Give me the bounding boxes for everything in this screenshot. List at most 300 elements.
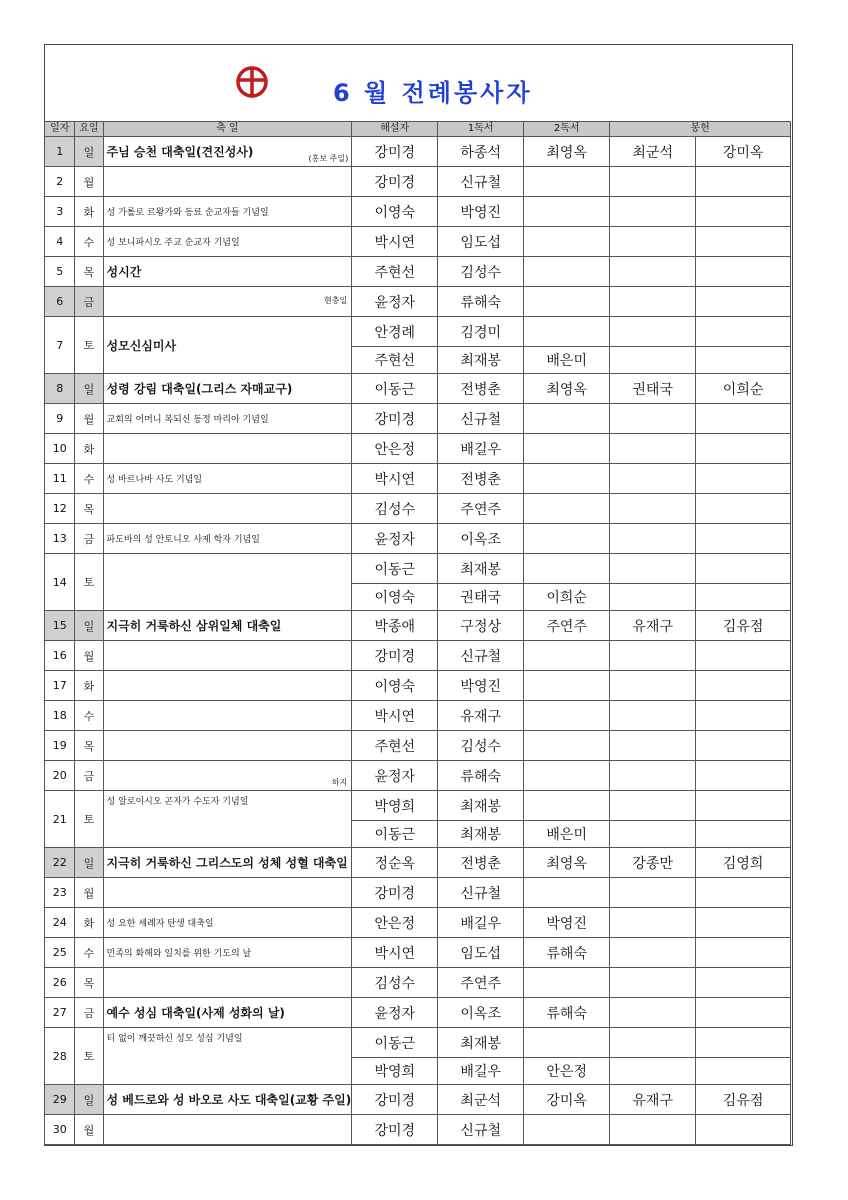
offering1-cell — [610, 908, 696, 938]
offering1-cell — [610, 167, 696, 197]
feast-note: 하지 — [331, 778, 348, 787]
offering2-cell — [696, 287, 791, 317]
reader1-cell: 최재봉 — [438, 791, 524, 821]
offering1-cell: 최군석 — [610, 137, 696, 167]
weekday-cell: 수 — [75, 464, 103, 494]
offering1-cell — [610, 434, 696, 464]
reader1-cell: 류해숙 — [438, 287, 524, 317]
table-row — [45, 494, 791, 524]
commentator-cell: 강미경 — [352, 137, 438, 167]
commentator-cell: 김성수 — [352, 968, 438, 998]
reader2-cell — [524, 701, 610, 731]
day-cell: 13 — [45, 524, 75, 554]
reader2-cell: 최영옥 — [524, 137, 610, 167]
reader2-cell — [524, 287, 610, 317]
day-cell: 1 — [45, 137, 75, 167]
header-reader2: 2독서 — [524, 122, 610, 137]
feast-cell — [103, 998, 352, 1028]
weekday-cell: 화 — [75, 671, 103, 701]
reader2-cell — [524, 404, 610, 434]
offering2-cell — [696, 227, 791, 257]
feast-cell — [103, 554, 352, 611]
offering1-cell — [610, 791, 696, 821]
offering1-cell — [610, 878, 696, 908]
commentator-cell: 이영숙 — [352, 197, 438, 227]
reader1-cell: 배길우 — [438, 908, 524, 938]
commentator-cell: 주현선 — [352, 347, 438, 374]
offering2-cell — [696, 347, 791, 374]
reader1-cell: 박영진 — [438, 197, 524, 227]
table-row — [45, 317, 791, 347]
offering1-cell — [610, 821, 696, 848]
header-commentator: 해설자 — [352, 122, 438, 137]
feast-cell — [103, 257, 352, 287]
feast-cell — [103, 938, 352, 968]
reader2-cell — [524, 968, 610, 998]
header-row — [45, 122, 791, 137]
weekday-cell: 토 — [75, 791, 103, 848]
reader2-cell — [524, 227, 610, 257]
feast-cell — [103, 524, 352, 554]
offering1-cell — [610, 701, 696, 731]
table-row — [45, 791, 791, 821]
offering1-cell: 강종만 — [610, 848, 696, 878]
offering2-cell — [696, 524, 791, 554]
feast-note: 현충일 — [324, 296, 348, 305]
offering1-cell — [610, 524, 696, 554]
day-cell: 17 — [45, 671, 75, 701]
feast-cell — [103, 317, 352, 374]
reader1-cell: 신규철 — [438, 1115, 524, 1145]
reader1-cell: 최재봉 — [438, 554, 524, 584]
weekday-cell: 금 — [75, 998, 103, 1028]
reader2-cell: 배은미 — [524, 821, 610, 848]
feast-name: 성 요한 세례자 탄생 대축일 — [106, 919, 214, 929]
reader1-cell: 주연주 — [438, 494, 524, 524]
offering1-cell — [610, 761, 696, 791]
offering1-cell — [610, 404, 696, 434]
reader2-cell: 이희순 — [524, 584, 610, 611]
feast-cell — [103, 494, 352, 524]
day-cell: 12 — [45, 494, 75, 524]
weekday-cell: 일 — [75, 374, 103, 404]
feast-name: 예수 성심 대축일(사제 성화의 날) — [106, 1006, 285, 1020]
day-cell: 9 — [45, 404, 75, 434]
offering1-cell — [610, 998, 696, 1028]
weekday-cell: 일 — [75, 137, 103, 167]
reader1-cell: 신규철 — [438, 878, 524, 908]
reader1-cell: 임도섭 — [438, 938, 524, 968]
feast-cell — [103, 761, 352, 791]
reader2-cell — [524, 197, 610, 227]
offering1-cell — [610, 584, 696, 611]
offering2-cell — [696, 434, 791, 464]
reader1-cell: 권태국 — [438, 584, 524, 611]
offering2-cell — [696, 464, 791, 494]
commentator-cell: 이영숙 — [352, 584, 438, 611]
reader2-cell — [524, 434, 610, 464]
reader1-cell: 전병춘 — [438, 848, 524, 878]
offering2-cell — [696, 1115, 791, 1145]
reader1-cell: 신규철 — [438, 167, 524, 197]
weekday-cell: 목 — [75, 494, 103, 524]
commentator-cell: 안은정 — [352, 908, 438, 938]
offering1-cell — [610, 494, 696, 524]
feast-cell — [103, 908, 352, 938]
reader1-cell: 류해숙 — [438, 761, 524, 791]
reader2-cell: 최영옥 — [524, 374, 610, 404]
offering2-cell — [696, 908, 791, 938]
table-row — [45, 137, 791, 167]
reader1-cell: 김경미 — [438, 317, 524, 347]
reader2-cell — [524, 494, 610, 524]
reader1-cell: 최재봉 — [438, 347, 524, 374]
reader1-cell: 하종석 — [438, 137, 524, 167]
commentator-cell: 이영숙 — [352, 671, 438, 701]
commentator-cell: 정순옥 — [352, 848, 438, 878]
table-row — [45, 998, 791, 1028]
weekday-cell: 일 — [75, 1085, 103, 1115]
feast-cell — [103, 1115, 352, 1145]
offering2-cell — [696, 317, 791, 347]
offering2-cell: 김영희 — [696, 848, 791, 878]
feast-cell — [103, 464, 352, 494]
reader1-cell: 김성수 — [438, 731, 524, 761]
offering1-cell — [610, 197, 696, 227]
commentator-cell: 박영희 — [352, 791, 438, 821]
table-row — [45, 1028, 791, 1058]
reader1-cell: 이옥조 — [438, 998, 524, 1028]
feast-name: 성령 강림 대축일(그리스 자매교구) — [106, 382, 293, 396]
reader1-cell: 배길우 — [438, 434, 524, 464]
reader2-cell: 류해숙 — [524, 998, 610, 1028]
weekday-cell: 월 — [75, 167, 103, 197]
day-cell: 22 — [45, 848, 75, 878]
header-offering: 봉헌 — [610, 122, 791, 137]
reader1-cell: 배길우 — [438, 1058, 524, 1085]
offering1-cell — [610, 317, 696, 347]
commentator-cell: 강미경 — [352, 404, 438, 434]
feast-cell — [103, 1028, 352, 1085]
table-row — [45, 167, 791, 197]
reader2-cell: 박영진 — [524, 908, 610, 938]
header-day: 일자 — [45, 122, 75, 137]
feast-cell — [103, 227, 352, 257]
reader1-cell: 최재봉 — [438, 1028, 524, 1058]
commentator-cell: 윤정자 — [352, 524, 438, 554]
reader1-cell: 임도섭 — [438, 227, 524, 257]
reader1-cell: 전병춘 — [438, 374, 524, 404]
header-feast: 축 일 — [103, 122, 352, 137]
commentator-cell: 박시연 — [352, 938, 438, 968]
commentator-cell: 윤정자 — [352, 287, 438, 317]
weekday-cell: 목 — [75, 257, 103, 287]
weekday-cell: 토 — [75, 317, 103, 374]
reader2-cell — [524, 257, 610, 287]
reader2-cell: 강미옥 — [524, 1085, 610, 1115]
commentator-cell: 박시연 — [352, 701, 438, 731]
table-row — [45, 611, 791, 641]
feast-name: 지극히 거룩하신 그리스도의 성체 성혈 대축일 — [106, 856, 348, 870]
offering2-cell: 강미옥 — [696, 137, 791, 167]
commentator-cell: 안경례 — [352, 317, 438, 347]
offering1-cell: 권태국 — [610, 374, 696, 404]
feast-cell — [103, 701, 352, 731]
table-row — [45, 374, 791, 404]
reader2-cell: 배은미 — [524, 347, 610, 374]
reader2-cell — [524, 317, 610, 347]
weekday-cell: 금 — [75, 761, 103, 791]
reader2-cell — [524, 791, 610, 821]
reader2-cell — [524, 731, 610, 761]
offering2-cell — [696, 641, 791, 671]
offering2-cell — [696, 998, 791, 1028]
day-cell: 21 — [45, 791, 75, 848]
table-row — [45, 404, 791, 434]
reader1-cell: 이옥조 — [438, 524, 524, 554]
commentator-cell: 강미경 — [352, 1115, 438, 1145]
day-cell: 6 — [45, 287, 75, 317]
table-row — [45, 227, 791, 257]
feast-cell — [103, 287, 352, 317]
reader2-cell — [524, 464, 610, 494]
weekday-cell: 수 — [75, 938, 103, 968]
feast-note: (홍보 주일) — [308, 154, 349, 163]
weekday-cell: 화 — [75, 908, 103, 938]
offering2-cell — [696, 494, 791, 524]
reader2-cell — [524, 1115, 610, 1145]
reader2-cell — [524, 878, 610, 908]
table-row — [45, 908, 791, 938]
table-row — [45, 878, 791, 908]
day-cell: 7 — [45, 317, 75, 374]
feast-cell — [103, 1085, 352, 1115]
offering2-cell — [696, 584, 791, 611]
weekday-cell: 화 — [75, 434, 103, 464]
table-row — [45, 641, 791, 671]
feast-cell — [103, 731, 352, 761]
schedule-table — [44, 121, 791, 1145]
table-row — [45, 848, 791, 878]
feast-cell — [103, 671, 352, 701]
weekday-cell: 토 — [75, 1028, 103, 1085]
header-dow: 요일 — [75, 122, 103, 137]
feast-cell — [103, 878, 352, 908]
offering1-cell — [610, 227, 696, 257]
offering2-cell — [696, 938, 791, 968]
offering1-cell — [610, 731, 696, 761]
table-row — [45, 731, 791, 761]
offering2-cell — [696, 554, 791, 584]
day-cell: 30 — [45, 1115, 75, 1145]
table-row — [45, 1085, 791, 1115]
day-cell: 24 — [45, 908, 75, 938]
reader1-cell: 유재구 — [438, 701, 524, 731]
reader1-cell: 박영진 — [438, 671, 524, 701]
day-cell: 15 — [45, 611, 75, 641]
offering1-cell — [610, 464, 696, 494]
day-cell: 26 — [45, 968, 75, 998]
commentator-cell: 윤정자 — [352, 998, 438, 1028]
feast-cell — [103, 611, 352, 641]
schedule-sheet — [44, 44, 793, 1146]
table-row — [45, 524, 791, 554]
reader1-cell: 김성수 — [438, 257, 524, 287]
reader1-cell: 신규철 — [438, 641, 524, 671]
weekday-cell: 금 — [75, 287, 103, 317]
day-cell: 11 — [45, 464, 75, 494]
feast-name: 성 가롤로 르왕가와 동료 순교자들 기념일 — [106, 208, 269, 218]
commentator-cell: 주현선 — [352, 731, 438, 761]
header-reader1: 1독서 — [438, 122, 524, 137]
commentator-cell: 강미경 — [352, 1085, 438, 1115]
feast-cell — [103, 848, 352, 878]
commentator-cell: 박시연 — [352, 227, 438, 257]
feast-cell — [103, 404, 352, 434]
day-cell: 27 — [45, 998, 75, 1028]
weekday-cell: 일 — [75, 611, 103, 641]
reader1-cell: 주연주 — [438, 968, 524, 998]
offering2-cell — [696, 257, 791, 287]
reader1-cell: 신규철 — [438, 404, 524, 434]
day-cell: 19 — [45, 731, 75, 761]
day-cell: 2 — [45, 167, 75, 197]
offering2-cell — [696, 404, 791, 434]
offering2-cell: 김유점 — [696, 611, 791, 641]
day-cell: 29 — [45, 1085, 75, 1115]
offering1-cell — [610, 1058, 696, 1085]
feast-cell — [103, 137, 352, 167]
offering2-cell — [696, 197, 791, 227]
table-row — [45, 434, 791, 464]
reader2-cell: 주연주 — [524, 611, 610, 641]
table-row — [45, 761, 791, 791]
day-cell: 10 — [45, 434, 75, 464]
feast-cell — [103, 374, 352, 404]
table-row — [45, 464, 791, 494]
commentator-cell: 박종애 — [352, 611, 438, 641]
feast-name: 성 보니파시오 주교 순교자 기념일 — [106, 238, 240, 248]
table-row — [45, 287, 791, 317]
offering1-cell — [610, 554, 696, 584]
offering2-cell — [696, 791, 791, 821]
commentator-cell: 이동근 — [352, 374, 438, 404]
weekday-cell: 월 — [75, 641, 103, 671]
weekday-cell: 일 — [75, 848, 103, 878]
reader2-cell — [524, 167, 610, 197]
church-cross-logo-icon — [235, 65, 269, 99]
offering1-cell — [610, 347, 696, 374]
reader2-cell: 류해숙 — [524, 938, 610, 968]
day-cell: 23 — [45, 878, 75, 908]
weekday-cell: 목 — [75, 968, 103, 998]
commentator-cell: 김성수 — [352, 494, 438, 524]
offering2-cell: 이희순 — [696, 374, 791, 404]
feast-name: 민족의 화해와 일치를 위한 기도의 날 — [106, 949, 252, 959]
feast-name: 성모신심미사 — [106, 338, 177, 353]
offering2-cell — [696, 821, 791, 848]
offering1-cell: 유재구 — [610, 611, 696, 641]
day-cell: 28 — [45, 1028, 75, 1085]
day-cell: 25 — [45, 938, 75, 968]
offering1-cell — [610, 257, 696, 287]
offering2-cell — [696, 731, 791, 761]
feast-cell — [103, 167, 352, 197]
feast-cell — [103, 791, 352, 848]
reader2-cell — [524, 641, 610, 671]
weekday-cell: 수 — [75, 227, 103, 257]
weekday-cell: 토 — [75, 554, 103, 611]
weekday-cell: 금 — [75, 524, 103, 554]
table-row — [45, 554, 791, 584]
day-cell: 8 — [45, 374, 75, 404]
table-row — [45, 701, 791, 731]
feast-name: 성 바르나바 사도 기념일 — [106, 475, 203, 485]
table-row — [45, 197, 791, 227]
offering2-cell — [696, 167, 791, 197]
offering2-cell — [696, 968, 791, 998]
feast-name: 주님 승천 대축일(견진성사) — [106, 145, 254, 159]
day-cell: 20 — [45, 761, 75, 791]
reader1-cell: 전병춘 — [438, 464, 524, 494]
feast-cell — [103, 434, 352, 464]
offering1-cell — [610, 968, 696, 998]
commentator-cell: 이동근 — [352, 1028, 438, 1058]
offering1-cell — [610, 1115, 696, 1145]
commentator-cell: 안은정 — [352, 434, 438, 464]
reader2-cell — [524, 761, 610, 791]
offering2-cell — [696, 671, 791, 701]
table-row — [45, 257, 791, 287]
reader1-cell: 구정상 — [438, 611, 524, 641]
table-row — [45, 671, 791, 701]
feast-name: 성 알로이시오 곤자가 수도자 기념일 — [106, 797, 249, 807]
table-row — [45, 1115, 791, 1145]
reader1-cell: 최군석 — [438, 1085, 524, 1115]
reader2-cell: 최영옥 — [524, 848, 610, 878]
day-cell: 14 — [45, 554, 75, 611]
feast-cell — [103, 968, 352, 998]
feast-name: 티 없이 깨끗하신 성모 성심 기념일 — [106, 1034, 243, 1044]
day-cell: 18 — [45, 701, 75, 731]
day-cell: 4 — [45, 227, 75, 257]
page-title: 6 월 전례봉사자 — [333, 79, 533, 107]
title-area — [45, 45, 792, 121]
weekday-cell: 월 — [75, 878, 103, 908]
feast-name: 성 베드로와 성 바오로 사도 대축일(교황 주일) — [106, 1093, 352, 1107]
offering1-cell — [610, 938, 696, 968]
reader2-cell — [524, 554, 610, 584]
commentator-cell: 이동근 — [352, 554, 438, 584]
offering1-cell — [610, 671, 696, 701]
commentator-cell: 강미경 — [352, 878, 438, 908]
offering1-cell — [610, 287, 696, 317]
weekday-cell: 월 — [75, 1115, 103, 1145]
reader2-cell: 안은정 — [524, 1058, 610, 1085]
weekday-cell: 화 — [75, 197, 103, 227]
commentator-cell: 강미경 — [352, 641, 438, 671]
reader2-cell — [524, 524, 610, 554]
commentator-cell: 윤정자 — [352, 761, 438, 791]
commentator-cell: 박영희 — [352, 1058, 438, 1085]
day-cell: 3 — [45, 197, 75, 227]
offering2-cell — [696, 1058, 791, 1085]
offering2-cell: 김유점 — [696, 1085, 791, 1115]
day-cell: 16 — [45, 641, 75, 671]
feast-name: 성시간 — [106, 265, 142, 279]
offering2-cell — [696, 1028, 791, 1058]
commentator-cell: 이동근 — [352, 821, 438, 848]
